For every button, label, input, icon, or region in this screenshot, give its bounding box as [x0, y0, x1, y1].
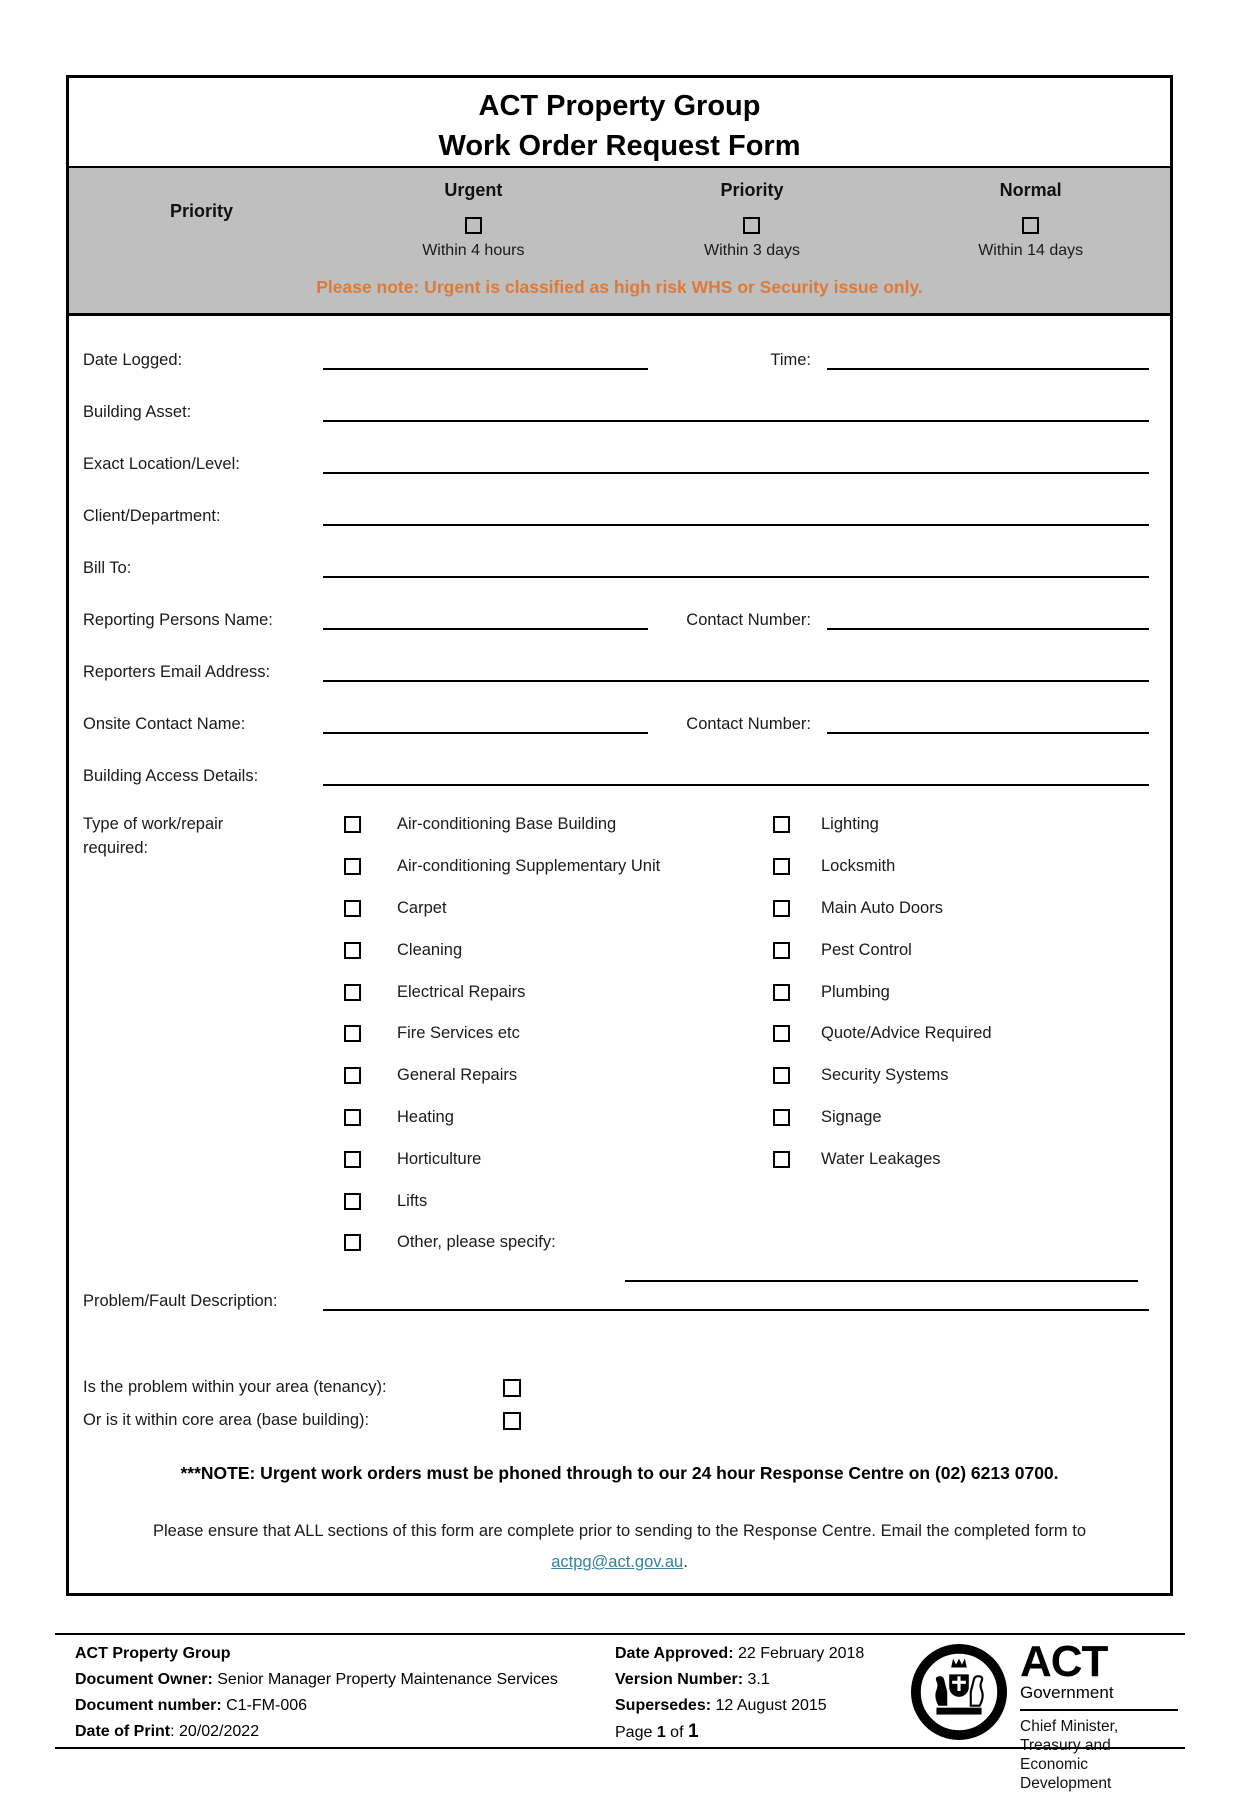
reporting-person-label: Reporting Persons Name:: [83, 611, 273, 629]
work-type-item: [773, 1055, 992, 1097]
urgent-classification-note: Please note: Urgent is classified as high risk WHS or Security issue only.: [316, 277, 923, 297]
pest-control-checkbox[interactable]: [773, 942, 790, 959]
heating-checkbox[interactable]: [344, 1109, 361, 1126]
lighting-checkbox[interactable]: [773, 816, 790, 833]
logo-divider: [1020, 1709, 1178, 1711]
work-type-item: [344, 1097, 660, 1139]
lifts-checkbox[interactable]: [344, 1193, 361, 1210]
work-type-item: [344, 1055, 660, 1097]
aircon-base-building-checkbox[interactable]: [344, 816, 361, 833]
footer-document-owner-value: Senior Manager Property Maintenance Services: [212, 1671, 558, 1688]
electrical-repairs-checkbox[interactable]: [344, 984, 361, 1001]
footer-date-of-print-value: : 20/02/2022: [170, 1723, 260, 1740]
contact-number-1-label: Contact Number:: [686, 611, 811, 629]
field-row-reporters-email: [69, 634, 1170, 686]
normal-timeframe: Within 14 days: [978, 242, 1084, 259]
footer-version-number-label: Version Number:: [615, 1671, 744, 1688]
area-questions: [69, 1371, 1170, 1437]
problem-description-input-line[interactable]: [323, 1307, 1149, 1311]
priority-banner: [69, 166, 1170, 316]
work-type-item-label: Heating: [397, 1107, 454, 1126]
client-department-label: Client/Department:: [83, 507, 221, 525]
form-title-org: ACT Property Group: [478, 90, 761, 122]
work-type-label-line2: required:: [83, 839, 149, 857]
contact-number-2-input-line[interactable]: [827, 730, 1149, 734]
work-type-left-column: [344, 804, 660, 1264]
footer-page-total: 1: [687, 1721, 699, 1742]
work-type-item-label: Water Leakages: [821, 1149, 941, 1168]
building-asset-label: Building Asset:: [83, 403, 192, 421]
work-type-section: [69, 804, 1170, 1269]
government-logo-text: Government: [1020, 1683, 1114, 1702]
priority-checkbox[interactable]: [743, 217, 760, 234]
other-checkbox[interactable]: [344, 1234, 361, 1251]
general-repairs-checkbox[interactable]: [344, 1067, 361, 1084]
form-fields: [69, 322, 1170, 790]
work-type-right-column: [773, 804, 992, 1180]
plumbing-checkbox[interactable]: [773, 984, 790, 1001]
reporters-email-input-line[interactable]: [323, 678, 1149, 682]
footer-left-column: [55, 1641, 615, 1793]
tenancy-question-row: [69, 1371, 1170, 1404]
fire-services-checkbox[interactable]: [344, 1025, 361, 1042]
footer-top-divider: [55, 1633, 1185, 1635]
priority-header-normal: Normal: [999, 180, 1062, 200]
urgent-checkbox[interactable]: [465, 217, 482, 234]
contact-number-2-label: Contact Number:: [686, 715, 811, 733]
work-type-item-label: Signage: [821, 1107, 882, 1126]
work-type-item: [773, 1138, 992, 1180]
priority-row-label: Priority: [169, 200, 234, 221]
document-footer: [55, 1637, 1185, 1793]
urgent-timeframe: Within 4 hours: [422, 242, 525, 259]
work-type-item-label: Electrical Repairs: [397, 982, 526, 1001]
footer-document-number-label: Document number:: [75, 1697, 222, 1714]
problem-description-label: Problem/Fault Description:: [83, 1292, 278, 1310]
work-type-item-label: Lifts: [397, 1191, 428, 1210]
footer-supersedes-label: Supersedes:: [615, 1697, 712, 1714]
priority-header-priority: Priority: [720, 180, 784, 200]
priority-normal-cell: [891, 208, 1170, 242]
field-row-onsite-contact: [69, 686, 1170, 738]
work-type-item: [344, 929, 660, 971]
footer-middle-column: [615, 1641, 910, 1793]
horticulture-checkbox[interactable]: [344, 1151, 361, 1168]
security-systems-checkbox[interactable]: [773, 1067, 790, 1084]
priority-grid: [69, 168, 1170, 268]
work-type-item: [344, 1013, 660, 1055]
work-type-item: [773, 804, 992, 846]
time-input-line[interactable]: [827, 366, 1149, 370]
work-type-item-label: General Repairs: [397, 1066, 518, 1085]
closing-paragraph: [69, 1516, 1170, 1578]
work-type-label: [83, 812, 313, 860]
form-header: [69, 78, 1170, 166]
reporters-email-label: Reporters Email Address:: [83, 663, 271, 681]
email-link[interactable]: actpg@act.gov.au: [551, 1553, 684, 1571]
tenancy-question-label: Is the problem within your area (tenancy):: [83, 1378, 387, 1396]
footer-version-number-value: 3.1: [743, 1671, 770, 1688]
work-type-item: [773, 846, 992, 888]
work-type-item-label: Main Auto Doors: [821, 898, 943, 917]
footer-org-name: [75, 1641, 615, 1667]
onsite-contact-input-line[interactable]: [323, 730, 648, 734]
core-area-question-row: [69, 1404, 1170, 1437]
work-type-item: [773, 971, 992, 1013]
core-area-checkbox[interactable]: [503, 1412, 521, 1430]
work-type-item: [344, 804, 660, 846]
work-type-item-label: Pest Control: [821, 940, 912, 959]
work-type-item: [344, 971, 660, 1013]
building-access-label: Building Access Details:: [83, 767, 259, 785]
field-row-date-time: [69, 322, 1170, 374]
priority-header-urgent: Urgent: [444, 180, 503, 200]
footer-document-owner: [75, 1667, 615, 1693]
footer-document-number: [75, 1693, 615, 1719]
footer-bottom-divider: [55, 1747, 1185, 1749]
act-government-logo: [910, 1637, 1185, 1793]
work-type-item: [344, 846, 660, 888]
date-logged-input-line[interactable]: [323, 366, 648, 370]
field-row-exact-location: [69, 426, 1170, 478]
act-government-crest-icon: [910, 1643, 1008, 1741]
priority-priority-cell: [613, 208, 892, 242]
footer-page-number: 1: [656, 1724, 666, 1741]
footer-document-number-value: C1-FM-006: [221, 1697, 308, 1714]
normal-checkbox[interactable]: [1022, 217, 1039, 234]
work-type-item: [773, 1013, 992, 1055]
work-type-item-label: Locksmith: [821, 857, 896, 876]
cleaning-checkbox[interactable]: [344, 942, 361, 959]
work-type-item-label: Carpet: [397, 898, 447, 917]
exact-location-input-line[interactable]: [323, 470, 1149, 474]
work-type-item: [344, 888, 660, 930]
footer-date-of-print-label: Date of Print: [75, 1723, 171, 1740]
footer-page-prefix: Page: [615, 1724, 657, 1741]
work-type-item: [344, 1222, 660, 1264]
problem-description-row: [69, 1263, 1170, 1313]
water-leakages-checkbox[interactable]: [773, 1151, 790, 1168]
field-row-bill-to: [69, 530, 1170, 582]
footer-document-owner-label: Document Owner:: [75, 1671, 213, 1688]
work-type-label-line1: Type of work/repair: [83, 815, 224, 833]
signage-checkbox[interactable]: [773, 1109, 790, 1126]
work-type-item-label: Plumbing: [821, 982, 890, 1001]
footer-version-number: [615, 1667, 910, 1693]
client-department-input-line[interactable]: [323, 522, 1149, 526]
carpet-checkbox[interactable]: [344, 900, 361, 917]
work-type-item-label: Air-conditioning Supplementary Unit: [397, 857, 661, 876]
building-asset-input-line[interactable]: [323, 418, 1149, 422]
footer-supersedes-value: 12 August 2015: [711, 1697, 827, 1714]
work-type-item-label: Other, please specify:: [397, 1233, 556, 1252]
footer-date-approved-label: Date Approved:: [615, 1645, 734, 1662]
locksmith-checkbox[interactable]: [773, 858, 790, 875]
work-type-item-label: Horticulture: [397, 1149, 482, 1168]
bill-to-label: Bill To:: [83, 559, 132, 577]
closing-text-end: .: [683, 1553, 688, 1571]
footer-page-indicator: [615, 1719, 910, 1746]
quote-advice-checkbox[interactable]: [773, 1025, 790, 1042]
work-type-item-label: Quote/Advice Required: [821, 1024, 992, 1043]
directorate-name-line1: Chief Minister, Treasury and: [1020, 1718, 1119, 1754]
work-type-item: [344, 1138, 660, 1180]
act-government-wordmark: [1020, 1637, 1180, 1793]
onsite-contact-label: Onsite Contact Name:: [83, 715, 246, 733]
bill-to-input-line[interactable]: [323, 574, 1149, 578]
aircon-supplementary-checkbox[interactable]: [344, 858, 361, 875]
footer-supersedes: [615, 1693, 910, 1719]
reporting-person-input-line[interactable]: [323, 626, 648, 630]
work-order-form: [66, 75, 1173, 1596]
work-type-item: [344, 1180, 660, 1222]
directorate-name-line2: Economic Development: [1020, 1756, 1112, 1792]
time-label: Time:: [770, 351, 811, 369]
work-type-item: [773, 1097, 992, 1139]
field-row-building-asset: [69, 374, 1170, 426]
footer-date-approved-value: 22 February 2018: [733, 1645, 865, 1662]
work-type-item: [773, 929, 992, 971]
work-type-item-label: Security Systems: [821, 1066, 949, 1085]
date-logged-label: Date Logged:: [83, 351, 183, 369]
work-type-item: [773, 888, 992, 930]
building-access-input-line[interactable]: [323, 782, 1149, 786]
act-logo-text: ACT: [1020, 1637, 1108, 1686]
exact-location-label: Exact Location/Level:: [83, 455, 240, 473]
footer-date-of-print: [75, 1719, 615, 1745]
work-type-item-label: Air-conditioning Base Building: [397, 815, 617, 834]
work-type-item-label: Fire Services etc: [397, 1024, 520, 1043]
closing-text: Please ensure that ALL sections of this form are complete prior to sending to the Response Centre. Email the completed form to: [152, 1522, 1087, 1540]
work-type-item-label: Cleaning: [397, 940, 463, 959]
urgent-phone-note: ***NOTE: Urgent work orders must be phoned through to our 24 hour Response Centre on (02) 6213 0700.: [180, 1463, 1059, 1483]
footer-org-name-text: ACT Property Group: [75, 1645, 231, 1662]
contact-number-1-input-line[interactable]: [827, 626, 1149, 630]
field-row-building-access: [69, 738, 1170, 790]
priority-timeframe: Within 3 days: [703, 242, 801, 259]
priority-urgent-cell: [334, 208, 613, 242]
main-auto-doors-checkbox[interactable]: [773, 900, 790, 917]
work-type-item-label: Lighting: [821, 815, 879, 834]
tenancy-checkbox[interactable]: [503, 1379, 521, 1397]
footer-page-of: of: [665, 1724, 688, 1741]
field-row-reporting-person: [69, 582, 1170, 634]
form-title-doc: Work Order Request Form: [438, 130, 801, 162]
core-area-question-label: Or is it within core area (base building):: [83, 1411, 370, 1429]
field-row-client-department: [69, 478, 1170, 530]
footer-date-approved: [615, 1641, 910, 1667]
